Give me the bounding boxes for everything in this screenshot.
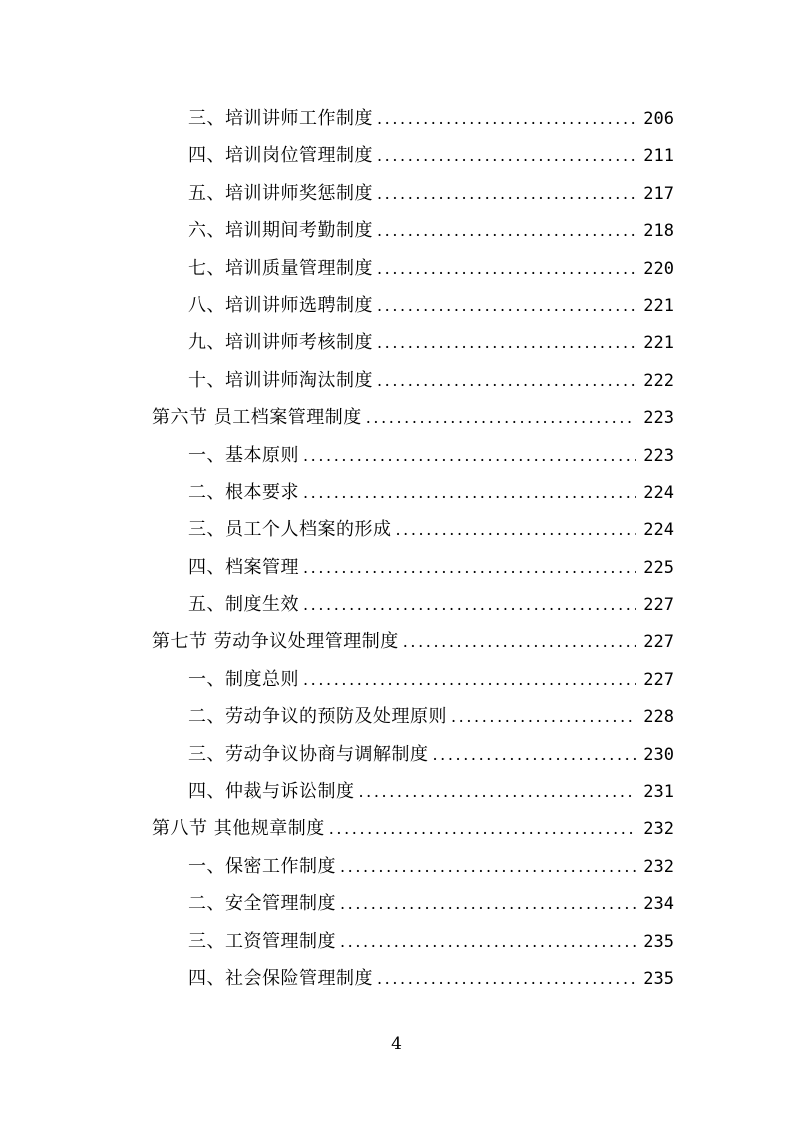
toc-dot-leader [340, 923, 636, 960]
toc-section-entry[interactable] [152, 810, 674, 847]
toc-entry-page: 232 [643, 856, 674, 877]
toc-entry[interactable] [152, 324, 674, 361]
toc-dot-leader [303, 586, 636, 623]
toc-entry-title: 五、制度生效 [188, 594, 299, 616]
toc-entry-page: 223 [643, 408, 674, 429]
toc-entry-page: 221 [643, 295, 674, 316]
toc-entry-page: 235 [643, 968, 674, 989]
toc-dot-leader [377, 175, 636, 212]
toc-entry[interactable] [152, 960, 674, 997]
toc-dot-leader [366, 399, 636, 436]
toc-entry-page: 223 [643, 445, 674, 466]
toc-entry-title: 六、培训期间考勤制度 [188, 220, 373, 242]
toc-entry-title: 第六节 员工档案管理制度 [152, 407, 362, 429]
toc-dot-leader [303, 474, 636, 511]
toc-entry-page: 206 [643, 109, 674, 129]
toc-entry-page: 224 [643, 482, 674, 503]
toc-entry[interactable] [152, 923, 674, 960]
toc-dot-leader [377, 287, 636, 324]
toc-entry[interactable] [152, 287, 674, 324]
toc-entry-title: 九、培训讲师考核制度 [188, 332, 373, 354]
toc-entry-page: 231 [643, 782, 674, 803]
toc-entry-page: 232 [643, 819, 674, 840]
toc-dot-leader [359, 773, 637, 810]
toc-entry-title: 三、培训讲师工作制度 [188, 108, 373, 129]
toc-dot-leader [377, 212, 636, 249]
toc-dot-leader [451, 698, 636, 735]
toc-entry-title: 四、仲裁与诉讼制度 [188, 781, 355, 803]
toc-dot-leader [403, 623, 636, 660]
toc-entry-page: 225 [643, 557, 674, 578]
toc-entry[interactable] [152, 474, 674, 511]
toc-entry-title: 一、保密工作制度 [188, 855, 336, 877]
toc-entry-page: 234 [643, 894, 674, 915]
toc-entry-page: 230 [643, 744, 674, 765]
toc-dot-leader [377, 362, 636, 399]
toc-dot-leader [396, 511, 637, 548]
toc-entry-title: 三、工资管理制度 [188, 930, 336, 952]
toc-entry-title: 第八节 其他规章制度 [152, 818, 325, 840]
toc-entry-title: 四、社会保险管理制度 [188, 967, 373, 989]
toc-dot-leader [303, 661, 636, 698]
toc-entry-page: 221 [643, 333, 674, 354]
toc-dot-leader [377, 100, 636, 137]
toc-entry-page: 224 [643, 520, 674, 541]
page-number: 4 [391, 1034, 402, 1054]
toc-entry-title: 七、培训质量管理制度 [188, 257, 373, 279]
toc-entry[interactable] [152, 250, 674, 287]
toc-dot-leader [377, 960, 636, 997]
toc-entry-title: 四、档案管理 [188, 556, 299, 578]
toc-entry-page: 211 [643, 146, 674, 167]
toc-entry-title: 八、培训讲师选聘制度 [188, 294, 373, 316]
toc-entry[interactable] [152, 586, 674, 623]
toc-entry-page: 220 [643, 258, 674, 279]
toc-entry-page: 218 [643, 221, 674, 242]
toc-entry-title: 一、基本原则 [188, 444, 299, 466]
toc-entry-title: 五、培训讲师奖惩制度 [188, 182, 373, 204]
toc-dot-leader [377, 137, 636, 174]
toc-section-entry[interactable] [152, 623, 674, 660]
toc-dot-leader [303, 549, 636, 586]
toc-entry-page: 217 [643, 183, 674, 204]
toc-entry-title: 一、制度总则 [188, 668, 299, 690]
toc-dot-leader [340, 885, 636, 922]
toc-entry-title: 二、劳动争议的预防及处理原则 [188, 706, 447, 728]
toc-entry-title: 第七节 劳动争议处理管理制度 [152, 631, 399, 653]
toc-entry[interactable] [152, 100, 674, 137]
toc-entry[interactable] [152, 137, 674, 174]
toc-entry[interactable] [152, 848, 674, 885]
toc-entry-title: 二、根本要求 [188, 481, 299, 503]
toc-entry-title: 三、劳动争议协商与调解制度 [188, 743, 429, 765]
toc-dot-leader [329, 810, 636, 847]
toc-entry[interactable] [152, 175, 674, 212]
toc-entry[interactable] [152, 661, 674, 698]
toc-entry[interactable] [152, 212, 674, 249]
table-of-contents [152, 100, 674, 997]
toc-entry-page: 235 [643, 931, 674, 952]
toc-section-entry[interactable] [152, 399, 674, 436]
toc-entry-title: 十、培训讲师淘汰制度 [188, 369, 373, 391]
toc-entry[interactable] [152, 549, 674, 586]
toc-dot-leader [303, 437, 636, 474]
toc-dot-leader [340, 848, 636, 885]
toc-entry[interactable] [152, 698, 674, 735]
toc-dot-leader [377, 250, 636, 287]
toc-dot-leader [433, 736, 637, 773]
toc-entry-page: 222 [643, 370, 674, 391]
toc-entry-title: 四、培训岗位管理制度 [188, 145, 373, 167]
toc-entry[interactable] [152, 736, 674, 773]
toc-entry[interactable] [152, 885, 674, 922]
toc-entry-title: 三、员工个人档案的形成 [188, 519, 392, 541]
toc-entry-page: 227 [643, 595, 674, 616]
toc-dot-leader [377, 324, 636, 361]
toc-entry[interactable] [152, 437, 674, 474]
toc-entry-page: 228 [643, 707, 674, 728]
toc-entry[interactable] [152, 511, 674, 548]
toc-entry-title: 二、安全管理制度 [188, 893, 336, 915]
toc-entry-page: 227 [643, 669, 674, 690]
toc-entry[interactable] [152, 362, 674, 399]
toc-entry-page: 227 [643, 632, 674, 653]
toc-entry[interactable] [152, 773, 674, 810]
